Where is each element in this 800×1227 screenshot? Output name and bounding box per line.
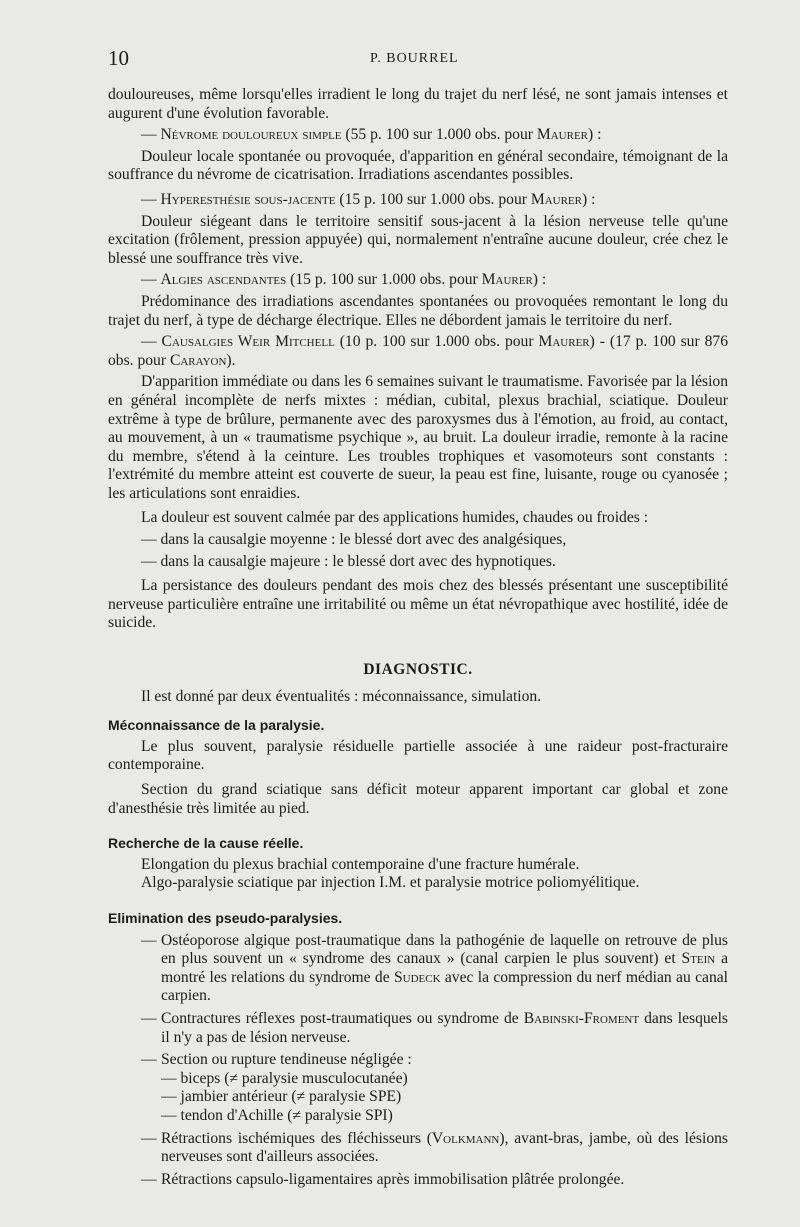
dash: — (141, 1129, 157, 1147)
page-header (0, 46, 800, 76)
paragraph: La persistance des douleurs pendant des mois chez des blessés présentant une susceptibilité nerveuse particulière entraîne une irritabilité ou même un état névropathique avec hostilité, idée de suicide. (108, 577, 728, 632)
entry-name: Névrome douloureux simple (160, 126, 342, 144)
list-item-text: Section ou rupture tendineuse négligée : (161, 1051, 412, 1069)
author: Sudeck (393, 968, 441, 986)
list-item-text: dans lesquels il n'y a pas de lésion nerveuse. (161, 1009, 728, 1046)
paragraph: Prédominance des irradiations ascendantes spontanées ou provoquées remontant le long du trajet du nerf, à type de décharge électrique. Elles ne débordent jamais le territoire du nerf. (108, 292, 728, 329)
dash: — (141, 1051, 157, 1069)
list-item-text: avec la compression du nerf médian au canal carpien. (161, 968, 728, 1005)
list-item-text: Rétractions ischémiques des fléchisseurs ( (161, 1129, 432, 1147)
entry-close: ). (226, 351, 236, 369)
entry-stats: (15 p. 100 sur 1.000 obs. pour (335, 190, 531, 208)
running-head: P. BOURREL (370, 51, 459, 66)
author: Maurer (538, 333, 590, 351)
paragraph: Il est donné par deux éventualités : méconnaissance, simulation. (141, 687, 542, 705)
section-title: DIAGNOSTIC. (363, 661, 473, 679)
list-item (108, 1171, 728, 1190)
dash: — (141, 1170, 157, 1188)
paragraph: Douleur locale spontanée ou provoquée, d'apparition en général secondaire, témoignant de la souffrance du névrome de cicatrisation. Irradiations ascendantes possibles. (108, 147, 728, 184)
entry-stats: (15 p. 100 sur 1.000 obs. pour (286, 271, 482, 289)
list-item-text: ), avant-bras, jambe, où des lésions nerveuses sont d'ailleurs associées. (161, 1129, 728, 1166)
entry-heading-algies (108, 271, 728, 290)
entry-name: Hyperesthésie sous-jacente (160, 190, 336, 208)
paragraph: Elongation du plexus brachial contemporaine d'une fracture humérale. (141, 855, 580, 873)
author: Volkmann (431, 1129, 500, 1147)
dash: — (141, 190, 161, 208)
list-item-text: a montré les relations du syndrome de (161, 950, 728, 986)
entry-stats: (55 p. 100 sur 1.000 obs. pour (341, 126, 537, 144)
author: Babinski-Froment (523, 1009, 640, 1027)
paragraph: Algo-paralysie sciatique par injection I.M. et paralysie motrice poliomyélitique. (141, 874, 640, 892)
entry-stats-2: ) - (17 p. 100 sur 876 obs. pour (108, 333, 728, 369)
page-body (108, 86, 728, 1189)
sub-list-item: — jambier antérieur (≠ paralysie SPE) (161, 1088, 402, 1106)
dash: — (141, 271, 161, 289)
author: Maurer (530, 190, 582, 208)
list-item (108, 1130, 728, 1167)
list-item (108, 1010, 728, 1047)
entry-close: ) : (582, 190, 596, 208)
entry-stats: (10 p. 100 sur 1.000 obs. pour (334, 333, 539, 351)
subsection-title: Recherche de la cause réelle. (108, 835, 304, 852)
author: Carayon (169, 351, 227, 369)
list-item-text: Rétractions capsulo-ligamentaires après immobilisation plâtrée prolongée. (161, 1170, 625, 1188)
paragraph: Le plus souvent, paralysie résiduelle partielle associée à une raideur post-fracturaire contemporaine. (108, 737, 728, 774)
list-item-text: Ostéoporose algique post-traumatique dans la pathogénie de laquelle on retrouve de plus en plus souvent un « syndrome des canaux » (canal carpien le plus souvent) et (161, 931, 728, 968)
dash: — (141, 126, 161, 144)
subsection-title: Méconnaissance de la paralysie. (108, 717, 325, 734)
paragraph: D'apparition immédiate ou dans les 6 semaines suivant le traumatisme. Favorisée par la lésion en général incomplète de nerfs mixtes : médian, cubital, plexus brachial, sciatique. Douleur extrême à type de brûlure, permanente avec des paroxysmes dus à l'émotion, au froid, au contact, au mouvement, à un « traumatisme psychique », au bruit. La douleur irradie, remonte à la racine du membre, s'étend à la ceinture. Les troubles trophiques et vasomoteurs sont constants : l'extrémité du membre atteint est couverte de sueur, la peau est fine, luisante, rouge ou cyanosée ; les articulations sont enraidies. (108, 373, 728, 502)
author: Maurer (481, 271, 533, 289)
entry-heading-hyperesthesie (108, 191, 728, 210)
paragraph: Douleur siégeant dans le territoire sensitif sous-jacent à la lésion nerveuse telle qu'une excitation (frôlement, pression appuyée) qui, normalement n'entraîne aucune douleur, crée chez le blessé une souffrance très vive. (108, 212, 728, 267)
subsection-title: Elimination des pseudo-paralysies. (108, 909, 343, 926)
sub-list-item: — biceps (≠ paralysie musculocutanée) (161, 1069, 408, 1087)
entry-heading-causalgies (108, 333, 728, 370)
dash: — (141, 1009, 157, 1027)
dash: — (141, 931, 157, 949)
entry-name: Causalgies Weir Mitchell (161, 333, 335, 351)
paragraph: douloureuses, même lorsqu'elles irradient le long du trajet du nerf lésé, ne sont jamais intenses et augurent d'une évolution favorable. (108, 86, 728, 122)
page-number: 10 (108, 46, 129, 70)
entry-close: ) : (532, 271, 547, 289)
sub-list-item: — tendon d'Achille (≠ paralysie SPI) (161, 1106, 393, 1124)
list-item (108, 932, 728, 1006)
author: Stein (681, 950, 716, 968)
paragraph: Section du grand sciatique sans déficit moteur apparent important car global et zone d'anesthésie très limitée au pied. (108, 781, 728, 817)
entry-name: Algies ascendantes (160, 271, 287, 289)
entry-heading-nevrome (108, 126, 728, 145)
dash: — (141, 333, 162, 351)
list-item: — dans la causalgie majeure : le blessé dort avec des hypnotiques. (141, 552, 556, 570)
author: Maurer (536, 126, 589, 144)
paragraph: La douleur est souvent calmée par des applications humides, chaudes ou froides : (141, 509, 649, 527)
entry-close: ) : (588, 126, 602, 144)
list-item (108, 1051, 728, 1070)
list-item: — dans la causalgie moyenne : le blessé dort avec des analgésiques, (141, 531, 567, 549)
list-item-text: Contractures réflexes post-traumatiques ou syndrome de (161, 1009, 524, 1027)
